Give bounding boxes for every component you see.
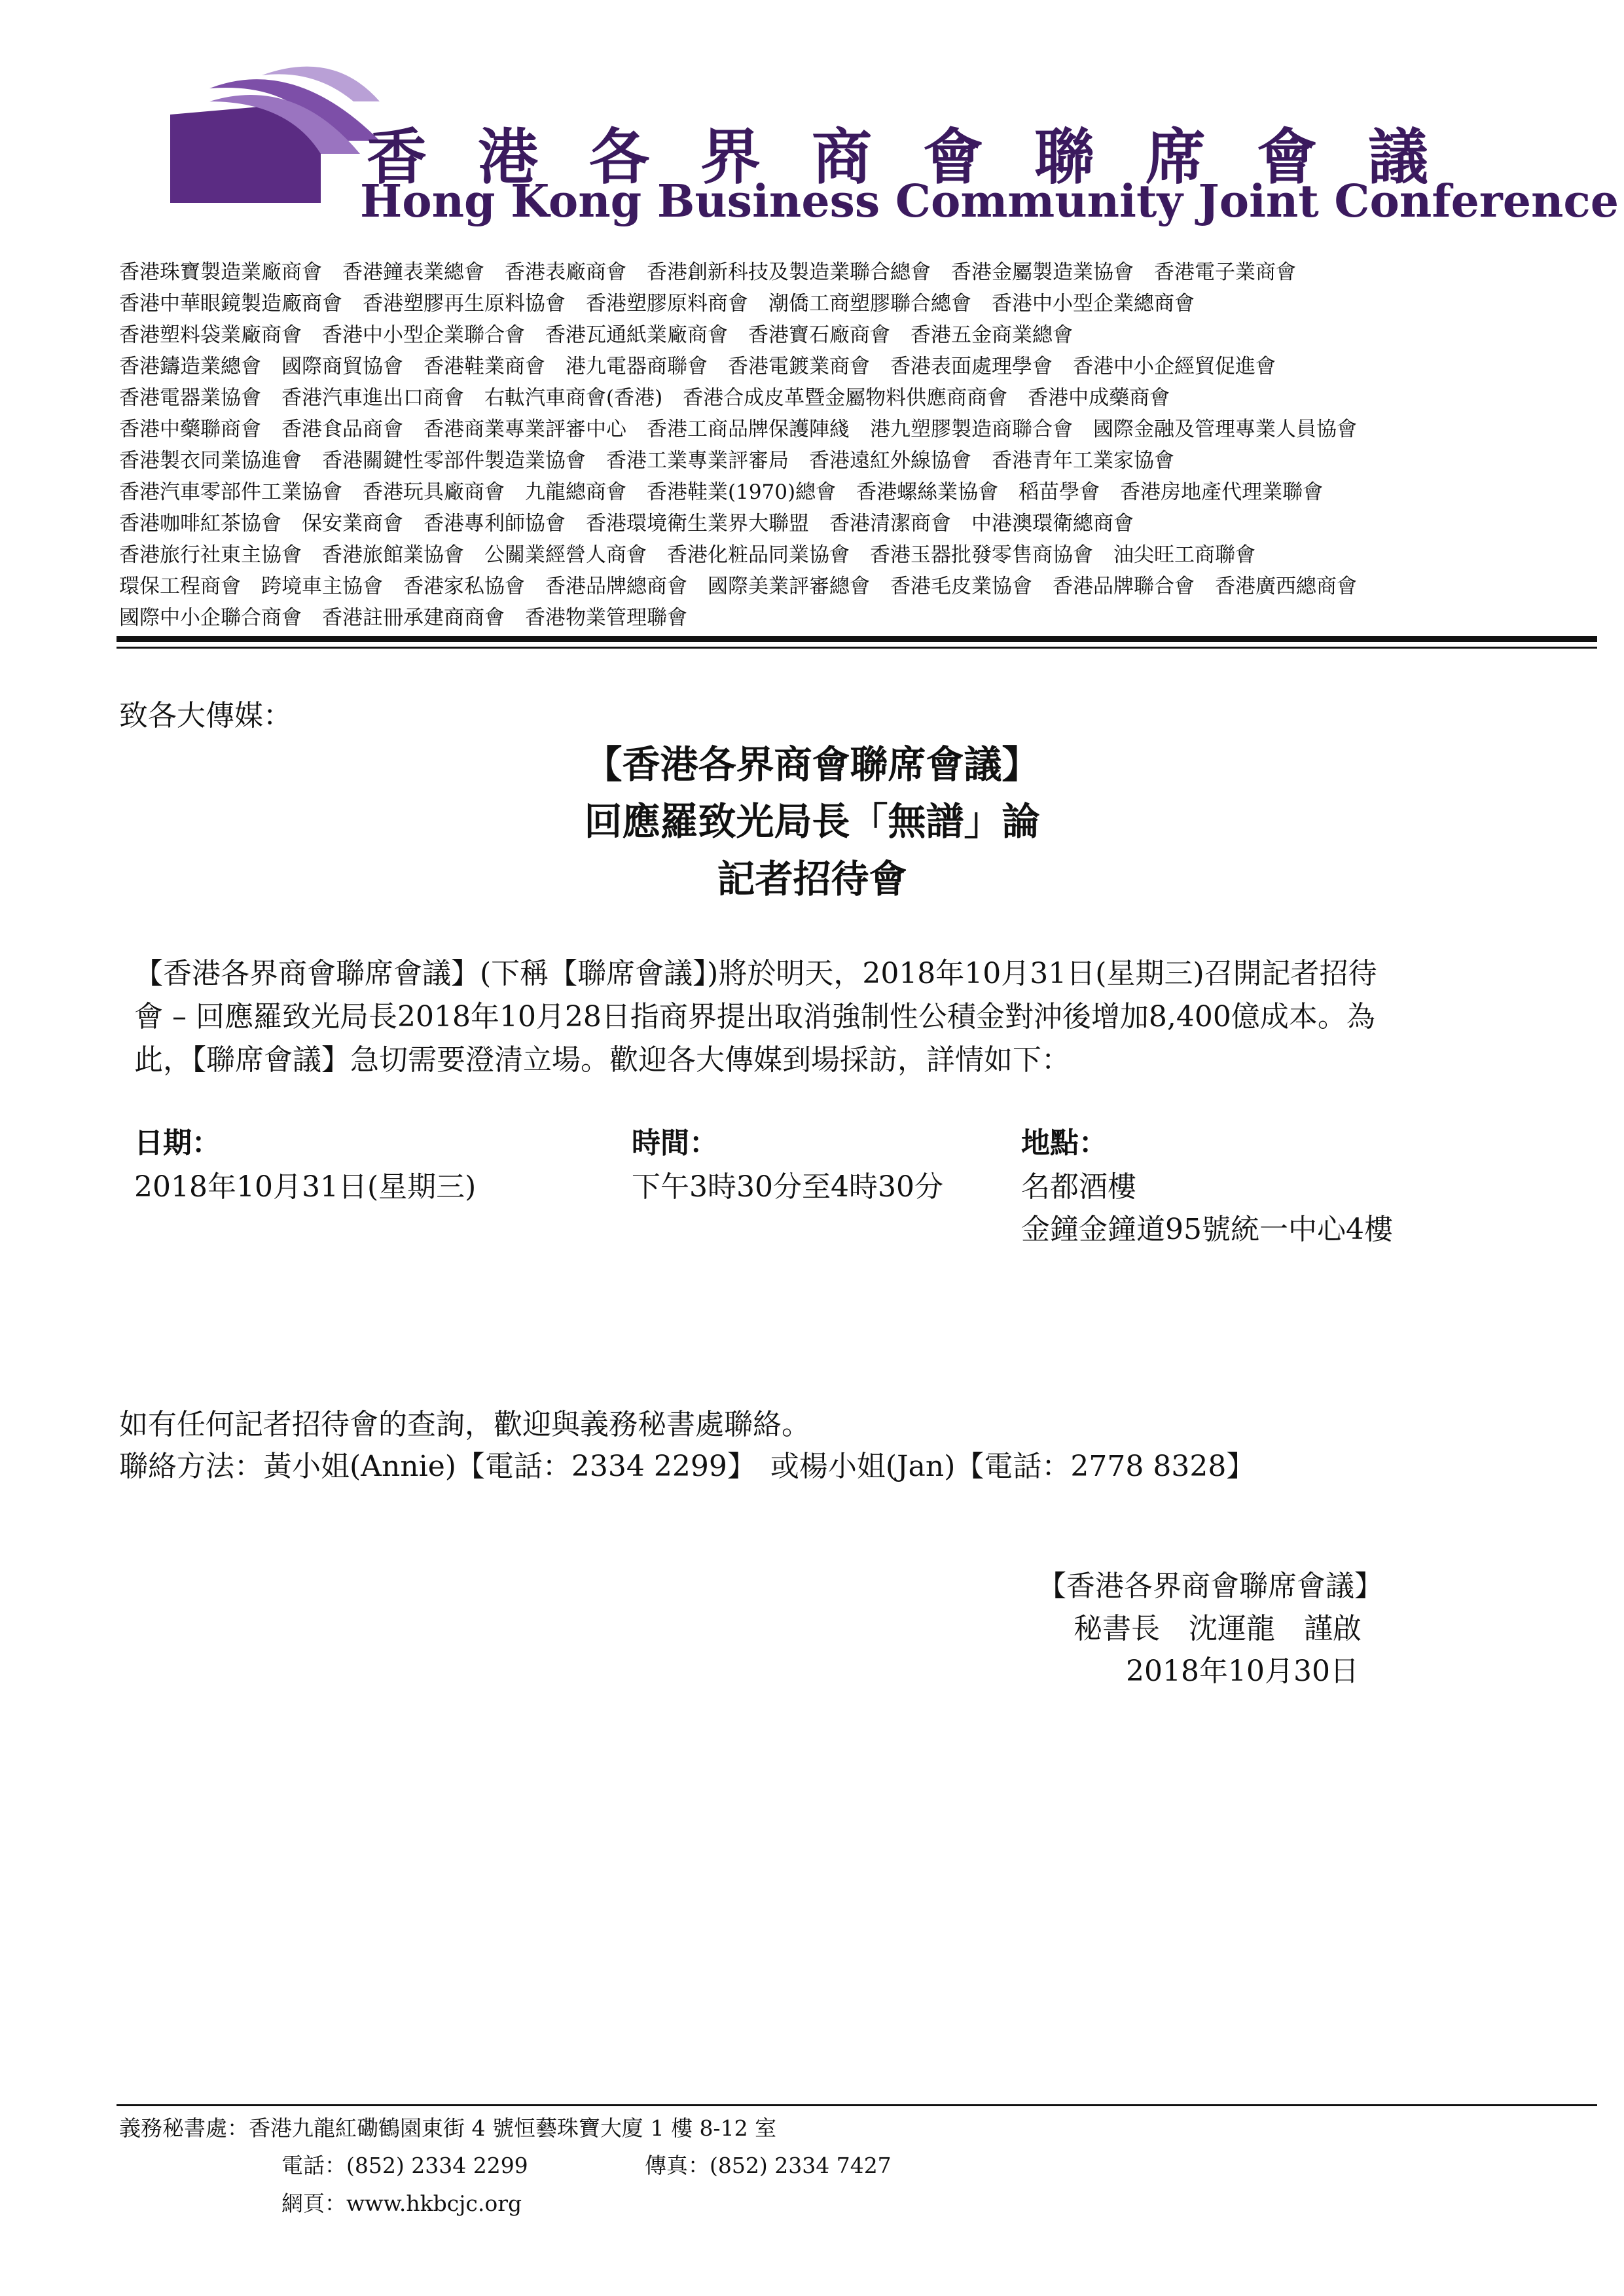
date-value: 2018年10月31日(星期三) bbox=[134, 1170, 477, 1204]
headline-topic: 回應羅致光局長「無譜」論 bbox=[584, 799, 1040, 844]
time-value: 下午3時30分至4時30分 bbox=[632, 1170, 943, 1204]
footer-website-link[interactable]: 網頁：www.hkbcjc.org bbox=[281, 2191, 522, 2216]
member-line: 香港珠寶製造業廠商會 香港鐘表業總會 香港表廠商會 香港創新科技及製造業聯合總會 香港金屬製造業協會 香港電子業商會 bbox=[119, 260, 1296, 284]
member-line: 香港咖啡紅茶協會 保安業商會 香港專利師協會 香港環境衛生業界大聯盟 香港清潔商會 中港澳環衛總商會 bbox=[119, 512, 1134, 535]
member-associations-list bbox=[119, 257, 1550, 634]
member-line: 香港製衣同業協進會 香港關鍵性零部件製造業協會 香港工業專業評審局 香港遠紅外線協會 香港青年工業家協會 bbox=[119, 449, 1174, 473]
signature-name: 秘書長 沈運龍 謹啟 bbox=[1074, 1612, 1362, 1645]
footer-fax: 傳真：(852) 2334 7427 bbox=[645, 2153, 892, 2178]
paragraph-line: 【香港各界商會聯席會議】(下稱【聯席會議】)將於明天，2018年10月31日(星期三)召開記者招待 bbox=[134, 957, 1377, 990]
organization-logo bbox=[164, 62, 380, 206]
time-label: 時間： bbox=[632, 1126, 718, 1160]
venue-label: 地點： bbox=[1021, 1126, 1108, 1160]
member-line: 國際中小企聯合商會 香港註冊承建商商會 香港物業管理聯會 bbox=[119, 606, 687, 630]
member-line: 香港鑄造業總會 國際商貿協會 香港鞋業商會 港九電器商聯會 香港電鍍業商會 香港表面處理學會 香港中小企經貿促進會 bbox=[119, 355, 1276, 378]
member-line: 環保工程商會 跨境車主協會 香港家私協會 香港品牌總商會 國際美業評審總會 香港毛皮業協會 香港品牌聯合會 香港廣西總商會 bbox=[119, 575, 1357, 598]
footer-address: 義務秘書處：香港九龍紅磡鶴園東街 4 號恒藝珠寶大廈 1 樓 8-12 室 bbox=[119, 2115, 777, 2141]
signature-org: 【香港各界商會聯席會議】 bbox=[1038, 1570, 1383, 1603]
member-line: 香港旅行社東主協會 香港旅館業協會 公關業經營人商會 香港化粧品同業協會 香港玉器批發零售商協會 油尖旺工商聯會 bbox=[119, 543, 1255, 567]
headline-org: 【香港各界商會聯席會議】 bbox=[584, 742, 1040, 787]
salutation: 致各大傳媒： bbox=[119, 699, 292, 732]
headline-event: 記者招待會 bbox=[717, 857, 907, 901]
paragraph-line: 會 – 回應羅致光局長2018年10月28日指商界提出取消強制性公積金對沖後增加8,400億成本。為 bbox=[134, 1000, 1375, 1033]
venue-name: 名都酒樓 bbox=[1021, 1170, 1136, 1204]
announcement-paragraph bbox=[134, 952, 1542, 1082]
header-divider-thin bbox=[117, 647, 1597, 649]
org-title-english: Hong Kong Business Community Joint Conference bbox=[360, 175, 1619, 228]
paragraph-line: 此，【聯席會議】急切需要澄清立場。歡迎各大傳媒到場採訪，詳情如下： bbox=[134, 1043, 1070, 1077]
date-label: 日期： bbox=[134, 1126, 221, 1160]
member-line: 香港塑料袋業廠商會 香港中小型企業聯合會 香港瓦通紙業廠商會 香港寶石廠商會 香港五金商業總會 bbox=[119, 323, 1073, 347]
member-line: 香港汽車零部件工業協會 香港玩具廠商會 九龍總商會 香港鞋業(1970)總會 香港螺絲業協會 稻苗學會 香港房地產代理業聯會 bbox=[119, 480, 1324, 504]
enquiry-note: 如有任何記者招待會的查詢，歡迎與義務秘書處聯絡。 bbox=[119, 1408, 810, 1441]
contact-info: 聯絡方法：黃小姐(Annie)【電話：2334 2299】 或楊小姐(Jan)【電話：2778 8328】 bbox=[119, 1450, 1255, 1483]
member-line: 香港電器業協會 香港汽車進出口商會 右軚汽車商會(香港) 香港合成皮革暨金屬物料供應商商會 香港中成藥商會 bbox=[119, 386, 1170, 410]
header-divider bbox=[117, 636, 1597, 642]
signature-date: 2018年10月30日 bbox=[1126, 1655, 1359, 1688]
member-line: 香港中藥聯商會 香港食品商會 香港商業專業評審中心 香港工商品牌保護陣綫 港九塑膠製造商聯合會 國際金融及管理專業人員協會 bbox=[119, 418, 1357, 441]
footer-phone: 電話：(852) 2334 2299 bbox=[281, 2153, 528, 2178]
venue-address: 金鐘金鐘道95號統一中心4樓 bbox=[1021, 1213, 1393, 1246]
member-line: 香港中華眼鏡製造廠商會 香港塑膠再生原料協會 香港塑膠原料商會 潮僑工商塑膠聯合總會 香港中小型企業總商會 bbox=[119, 292, 1195, 315]
org-title-chinese: 香港各界商會聯席會議 bbox=[367, 122, 1480, 192]
footer-divider bbox=[117, 2104, 1597, 2106]
